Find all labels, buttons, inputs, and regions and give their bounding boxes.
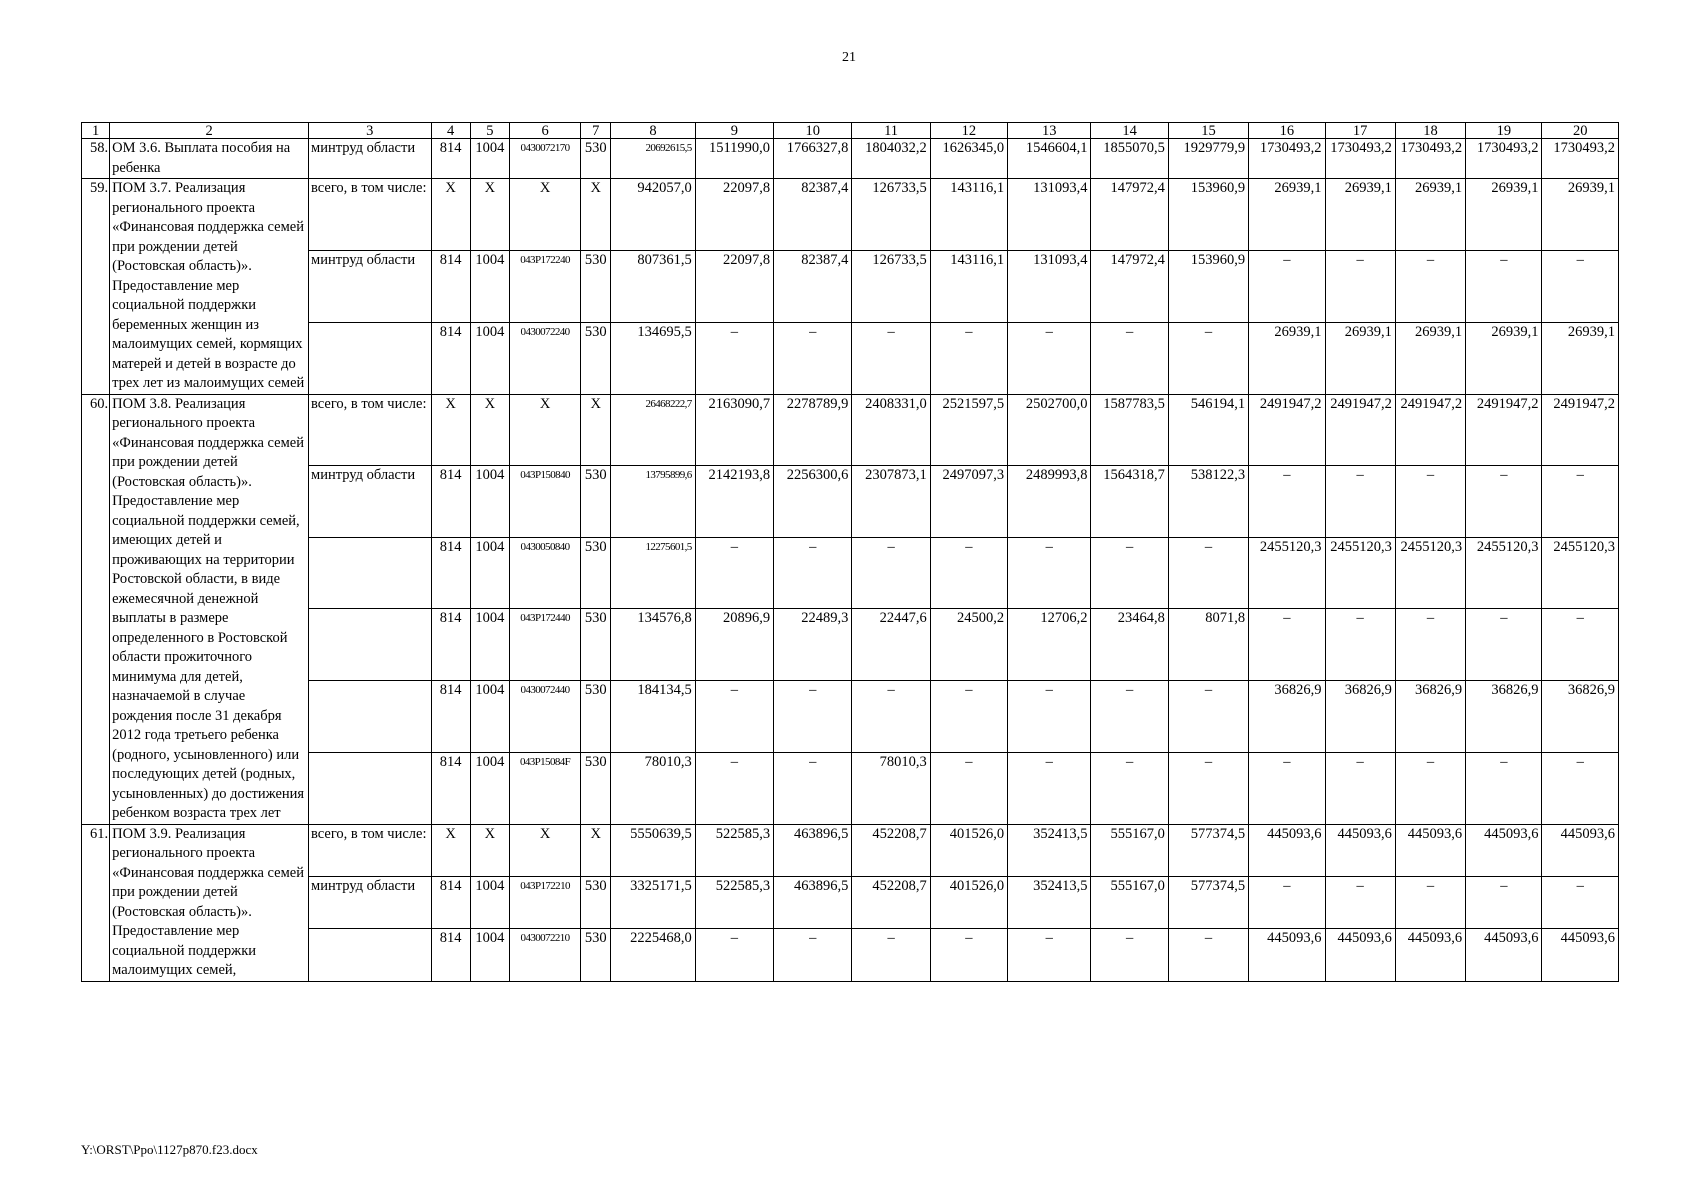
value-cell: 522585,3: [695, 824, 773, 876]
table-header: [82, 123, 1619, 139]
value-cell: –: [1091, 537, 1168, 609]
value-cell: –: [774, 681, 852, 753]
value-cell: –: [1466, 752, 1542, 824]
code-cell: 1004: [470, 537, 509, 609]
value-cell: 26939,1: [1249, 322, 1325, 394]
measure-title: ПОМ 3.7. Реализация регионального проекта «Финансовая поддержка семей при рождении детей (Ростовская область)». Предоставление мер социальной поддержки беременных женщин из малоимущих семей, кормящих матерей и детей в возрасте до трех лет из малоимущих семей: [110, 179, 309, 395]
value-cell: –: [852, 322, 930, 394]
value-cell: 577374,5: [1168, 876, 1248, 928]
code-cell: Х: [581, 824, 611, 876]
value-cell: 26939,1: [1395, 322, 1465, 394]
executor-cell: всего, в том числе:: [309, 394, 432, 466]
value-cell: 445093,6: [1542, 929, 1619, 981]
value-cell: 2225468,0: [611, 929, 695, 981]
value-cell: 352413,5: [1008, 824, 1091, 876]
value-cell: 1564318,7: [1091, 466, 1168, 538]
value-cell: 2491947,2: [1325, 394, 1395, 466]
code-cell: Х: [509, 179, 580, 251]
value-cell: 2455120,3: [1325, 537, 1395, 609]
measure-title: ОМ 3.6. Выплата пособия на ребенка: [110, 139, 309, 179]
table-row: [82, 681, 1619, 753]
value-cell: 1730493,2: [1466, 139, 1542, 179]
code-cell: 530: [581, 250, 611, 322]
header-cell: 9: [695, 123, 773, 139]
code-cell: Х: [509, 824, 580, 876]
value-cell: 2142193,8: [695, 466, 773, 538]
value-cell: –: [1395, 876, 1465, 928]
value-cell: –: [930, 681, 1007, 753]
value-cell: –: [1395, 250, 1465, 322]
code-cell: Х: [431, 394, 470, 466]
code-cell: 814: [431, 609, 470, 681]
code-cell: 1004: [470, 609, 509, 681]
value-cell: –: [1325, 876, 1395, 928]
code-cell: Х: [581, 179, 611, 251]
value-cell: –: [852, 681, 930, 753]
value-cell: 153960,9: [1168, 250, 1248, 322]
value-cell: –: [1249, 609, 1325, 681]
code-cell: Х: [581, 394, 611, 466]
value-cell: 2455120,3: [1466, 537, 1542, 609]
value-cell: 22097,8: [695, 250, 773, 322]
table-row: [82, 250, 1619, 322]
code-cell: 814: [431, 537, 470, 609]
value-cell: –: [1542, 609, 1619, 681]
value-cell: –: [1325, 250, 1395, 322]
value-cell: 143116,1: [930, 250, 1007, 322]
header-cell: 17: [1325, 123, 1395, 139]
value-cell: 1929779,9: [1168, 139, 1248, 179]
value-cell: 134576,8: [611, 609, 695, 681]
value-cell: 2278789,9: [774, 394, 852, 466]
value-cell: 26939,1: [1325, 322, 1395, 394]
value-cell: 1511990,0: [695, 139, 773, 179]
value-cell: –: [1168, 752, 1248, 824]
value-cell: 445093,6: [1395, 929, 1465, 981]
value-cell: –: [1325, 466, 1395, 538]
code-cell: 814: [431, 466, 470, 538]
value-cell: –: [1008, 681, 1091, 753]
value-cell: 26939,1: [1542, 179, 1619, 251]
code-cell: 814: [431, 322, 470, 394]
value-cell: –: [1249, 466, 1325, 538]
value-cell: 147972,4: [1091, 250, 1168, 322]
value-cell: 26939,1: [1466, 179, 1542, 251]
value-cell: 126733,5: [852, 179, 930, 251]
code-cell: 530: [581, 929, 611, 981]
value-cell: –: [1395, 466, 1465, 538]
value-cell: 445093,6: [1466, 929, 1542, 981]
value-cell: –: [1008, 752, 1091, 824]
value-cell: –: [930, 752, 1007, 824]
value-cell: –: [1542, 752, 1619, 824]
value-cell: 463896,5: [774, 876, 852, 928]
value-cell: 153960,9: [1168, 179, 1248, 251]
value-cell: 12275601,5: [611, 537, 695, 609]
value-cell: –: [1249, 752, 1325, 824]
value-cell: 22447,6: [852, 609, 930, 681]
value-cell: 36826,9: [1466, 681, 1542, 753]
value-cell: 538122,3: [1168, 466, 1248, 538]
header-cell: 13: [1008, 123, 1091, 139]
value-cell: –: [1395, 752, 1465, 824]
table-row: [82, 537, 1619, 609]
code-cell: 1004: [470, 139, 509, 179]
value-cell: 2256300,6: [774, 466, 852, 538]
executor-cell: [309, 322, 432, 394]
value-cell: –: [1091, 322, 1168, 394]
table-row: [82, 322, 1619, 394]
value-cell: –: [1466, 466, 1542, 538]
code-cell: Х: [431, 179, 470, 251]
value-cell: 3325171,5: [611, 876, 695, 928]
code-cell: 0430072440: [509, 681, 580, 753]
value-cell: –: [1168, 929, 1248, 981]
value-cell: 36826,9: [1325, 681, 1395, 753]
value-cell: –: [1466, 876, 1542, 928]
value-cell: 1804032,2: [852, 139, 930, 179]
value-cell: 522585,3: [695, 876, 773, 928]
code-cell: 1004: [470, 250, 509, 322]
header-cell: 12: [930, 123, 1007, 139]
code-cell: 530: [581, 139, 611, 179]
header-cell: 1: [82, 123, 110, 139]
header-cell: 11: [852, 123, 930, 139]
value-cell: 445093,6: [1325, 929, 1395, 981]
header-cell: 7: [581, 123, 611, 139]
value-cell: 24500,2: [930, 609, 1007, 681]
value-cell: –: [1249, 250, 1325, 322]
row-number: 61.: [82, 824, 110, 981]
footer-file-path: Y:\ORST\Ppo\1127p870.f23.docx: [81, 1142, 258, 1157]
code-cell: Х: [470, 179, 509, 251]
value-cell: 1730493,2: [1542, 139, 1619, 179]
value-cell: 1855070,5: [1091, 139, 1168, 179]
code-cell: 1004: [470, 929, 509, 981]
table-body: [82, 139, 1619, 982]
row-number: 59.: [82, 179, 110, 395]
value-cell: 942057,0: [611, 179, 695, 251]
value-cell: 26939,1: [1466, 322, 1542, 394]
value-cell: –: [695, 752, 773, 824]
value-cell: 445093,6: [1249, 929, 1325, 981]
value-cell: 2408331,0: [852, 394, 930, 466]
measure-title: ПОМ 3.8. Реализация регионального проекта «Финансовая поддержка семей при рождении детей (Ростовская область)». Предоставление мер социальной поддержки семей, имеющих детей и проживающих на территории Ростовской области, в виде ежемесячной денежной выплаты в размере определенного в Ростовской области прожиточного минимума для детей, назначаемой в случае рождения после 31 декабря 2012 года третьего ребенка (родного, усыновленного) или последующих детей (родных, усыновленных) до достижения ребенком возраста трех лет: [110, 394, 309, 824]
code-cell: 0430072240: [509, 322, 580, 394]
value-cell: –: [774, 322, 852, 394]
code-cell: 0430072170: [509, 139, 580, 179]
value-cell: 2455120,3: [1249, 537, 1325, 609]
code-cell: 814: [431, 250, 470, 322]
code-cell: 530: [581, 876, 611, 928]
value-cell: 2307873,1: [852, 466, 930, 538]
table-row: [82, 139, 1619, 179]
value-cell: 445093,6: [1249, 824, 1325, 876]
code-cell: 530: [581, 466, 611, 538]
value-cell: 401526,0: [930, 824, 1007, 876]
code-cell: 530: [581, 609, 611, 681]
value-cell: –: [1091, 752, 1168, 824]
header-cell: 5: [470, 123, 509, 139]
value-cell: 36826,9: [1395, 681, 1465, 753]
value-cell: 78010,3: [852, 752, 930, 824]
value-cell: –: [1091, 929, 1168, 981]
executor-cell: [309, 752, 432, 824]
value-cell: 445093,6: [1395, 824, 1465, 876]
table-row: [82, 876, 1619, 928]
value-cell: 2455120,3: [1542, 537, 1619, 609]
executor-cell: минтруд области: [309, 876, 432, 928]
value-cell: 26939,1: [1249, 179, 1325, 251]
value-cell: 131093,4: [1008, 250, 1091, 322]
value-cell: –: [1395, 609, 1465, 681]
value-cell: 577374,5: [1168, 824, 1248, 876]
value-cell: 1730493,2: [1325, 139, 1395, 179]
value-cell: –: [1542, 250, 1619, 322]
header-row: [82, 123, 1619, 139]
code-cell: 814: [431, 929, 470, 981]
value-cell: 1730493,2: [1395, 139, 1465, 179]
value-cell: 20692615,5: [611, 139, 695, 179]
value-cell: –: [852, 537, 930, 609]
value-cell: 445093,6: [1466, 824, 1542, 876]
value-cell: –: [930, 929, 1007, 981]
value-cell: 1730493,2: [1249, 139, 1325, 179]
value-cell: 546194,1: [1168, 394, 1248, 466]
value-cell: 26939,1: [1542, 322, 1619, 394]
value-cell: 82387,4: [774, 179, 852, 251]
code-cell: 814: [431, 752, 470, 824]
code-cell: 043P172240: [509, 250, 580, 322]
value-cell: 2489993,8: [1008, 466, 1091, 538]
code-cell: 1004: [470, 681, 509, 753]
table-row: [82, 824, 1619, 876]
value-cell: 352413,5: [1008, 876, 1091, 928]
value-cell: 2163090,7: [695, 394, 773, 466]
code-cell: 530: [581, 322, 611, 394]
value-cell: 555167,0: [1091, 824, 1168, 876]
header-cell: 16: [1249, 123, 1325, 139]
code-cell: 814: [431, 139, 470, 179]
value-cell: –: [695, 681, 773, 753]
code-cell: 0430072210: [509, 929, 580, 981]
value-cell: 2491947,2: [1466, 394, 1542, 466]
header-cell: 18: [1395, 123, 1465, 139]
row-number: 60.: [82, 394, 110, 824]
value-cell: –: [774, 929, 852, 981]
executor-cell: всего, в том числе:: [309, 179, 432, 251]
header-cell: 6: [509, 123, 580, 139]
value-cell: 807361,5: [611, 250, 695, 322]
value-cell: 26939,1: [1395, 179, 1465, 251]
value-cell: –: [1466, 250, 1542, 322]
header-cell: 14: [1091, 123, 1168, 139]
value-cell: 134695,5: [611, 322, 695, 394]
executor-cell: [309, 609, 432, 681]
value-cell: –: [1008, 322, 1091, 394]
value-cell: 12706,2: [1008, 609, 1091, 681]
table-row: [82, 609, 1619, 681]
value-cell: 463896,5: [774, 824, 852, 876]
page-number: 21: [842, 50, 856, 65]
value-cell: 82387,4: [774, 250, 852, 322]
code-cell: 043P172210: [509, 876, 580, 928]
executor-cell: всего, в том числе:: [309, 824, 432, 876]
value-cell: 2491947,2: [1542, 394, 1619, 466]
code-cell: 1004: [470, 752, 509, 824]
code-cell: 043P172440: [509, 609, 580, 681]
value-cell: –: [1249, 876, 1325, 928]
code-cell: Х: [509, 394, 580, 466]
table-row: [82, 929, 1619, 981]
value-cell: –: [1168, 322, 1248, 394]
value-cell: 445093,6: [1325, 824, 1395, 876]
value-cell: –: [1325, 752, 1395, 824]
value-cell: –: [695, 537, 773, 609]
code-cell: Х: [470, 824, 509, 876]
value-cell: 5550639,5: [611, 824, 695, 876]
value-cell: 143116,1: [930, 179, 1007, 251]
code-cell: Х: [431, 824, 470, 876]
table-row: [82, 394, 1619, 466]
value-cell: –: [1091, 681, 1168, 753]
value-cell: 20896,9: [695, 609, 773, 681]
value-cell: –: [695, 929, 773, 981]
value-cell: –: [930, 322, 1007, 394]
code-cell: 043P15084F: [509, 752, 580, 824]
value-cell: –: [1542, 466, 1619, 538]
value-cell: –: [852, 929, 930, 981]
value-cell: 445093,6: [1542, 824, 1619, 876]
value-cell: –: [695, 322, 773, 394]
value-cell: 1626345,0: [930, 139, 1007, 179]
value-cell: 2521597,5: [930, 394, 1007, 466]
value-cell: 36826,9: [1249, 681, 1325, 753]
table-row: [82, 179, 1619, 251]
executor-cell: [309, 929, 432, 981]
executor-cell: [309, 681, 432, 753]
header-cell: 3: [309, 123, 432, 139]
header-cell: 10: [774, 123, 852, 139]
row-number: 58.: [82, 139, 110, 179]
header-cell: 15: [1168, 123, 1248, 139]
code-cell: 1004: [470, 876, 509, 928]
header-cell: 20: [1542, 123, 1619, 139]
code-cell: 1004: [470, 322, 509, 394]
executor-cell: минтруд области: [309, 250, 432, 322]
value-cell: –: [1168, 681, 1248, 753]
value-cell: 78010,3: [611, 752, 695, 824]
value-cell: 2491947,2: [1395, 394, 1465, 466]
value-cell: 452208,7: [852, 876, 930, 928]
value-cell: –: [1325, 609, 1395, 681]
value-cell: 1766327,8: [774, 139, 852, 179]
value-cell: 452208,7: [852, 824, 930, 876]
value-cell: 8071,8: [1168, 609, 1248, 681]
value-cell: 1546604,1: [1008, 139, 1091, 179]
code-cell: 043P150840: [509, 466, 580, 538]
budget-table-container: [81, 122, 1619, 982]
value-cell: 126733,5: [852, 250, 930, 322]
executor-cell: [309, 537, 432, 609]
value-cell: 2497097,3: [930, 466, 1007, 538]
value-cell: 26468222,7: [611, 394, 695, 466]
value-cell: –: [774, 752, 852, 824]
table-row: [82, 466, 1619, 538]
value-cell: 184134,5: [611, 681, 695, 753]
table-row: [82, 752, 1619, 824]
measure-title: ПОМ 3.9. Реализация регионального проекта «Финансовая поддержка семей при рождении детей (Ростовская область)». Предоставление мер социальной поддержки малоимущих семей,: [110, 824, 309, 981]
code-cell: 530: [581, 681, 611, 753]
value-cell: 26939,1: [1325, 179, 1395, 251]
value-cell: –: [1466, 609, 1542, 681]
value-cell: 13795899,6: [611, 466, 695, 538]
value-cell: 22489,3: [774, 609, 852, 681]
value-cell: –: [1168, 537, 1248, 609]
value-cell: 2502700,0: [1008, 394, 1091, 466]
header-cell: 2: [110, 123, 309, 139]
code-cell: 530: [581, 537, 611, 609]
value-cell: 2455120,3: [1395, 537, 1465, 609]
value-cell: –: [1542, 876, 1619, 928]
code-cell: 814: [431, 876, 470, 928]
value-cell: 147972,4: [1091, 179, 1168, 251]
value-cell: –: [930, 537, 1007, 609]
value-cell: –: [1008, 929, 1091, 981]
value-cell: 131093,4: [1008, 179, 1091, 251]
value-cell: 555167,0: [1091, 876, 1168, 928]
code-cell: 814: [431, 681, 470, 753]
value-cell: 2491947,2: [1249, 394, 1325, 466]
value-cell: 401526,0: [930, 876, 1007, 928]
value-cell: 22097,8: [695, 179, 773, 251]
executor-cell: минтруд области: [309, 466, 432, 538]
value-cell: –: [774, 537, 852, 609]
header-cell: 19: [1466, 123, 1542, 139]
code-cell: 530: [581, 752, 611, 824]
value-cell: 23464,8: [1091, 609, 1168, 681]
code-cell: 1004: [470, 466, 509, 538]
code-cell: Х: [470, 394, 509, 466]
executor-cell: минтруд области: [309, 139, 432, 179]
value-cell: 1587783,5: [1091, 394, 1168, 466]
budget-table: [81, 122, 1619, 982]
value-cell: 36826,9: [1542, 681, 1619, 753]
header-cell: 4: [431, 123, 470, 139]
value-cell: –: [1008, 537, 1091, 609]
header-cell: 8: [611, 123, 695, 139]
code-cell: 0430050840: [509, 537, 580, 609]
